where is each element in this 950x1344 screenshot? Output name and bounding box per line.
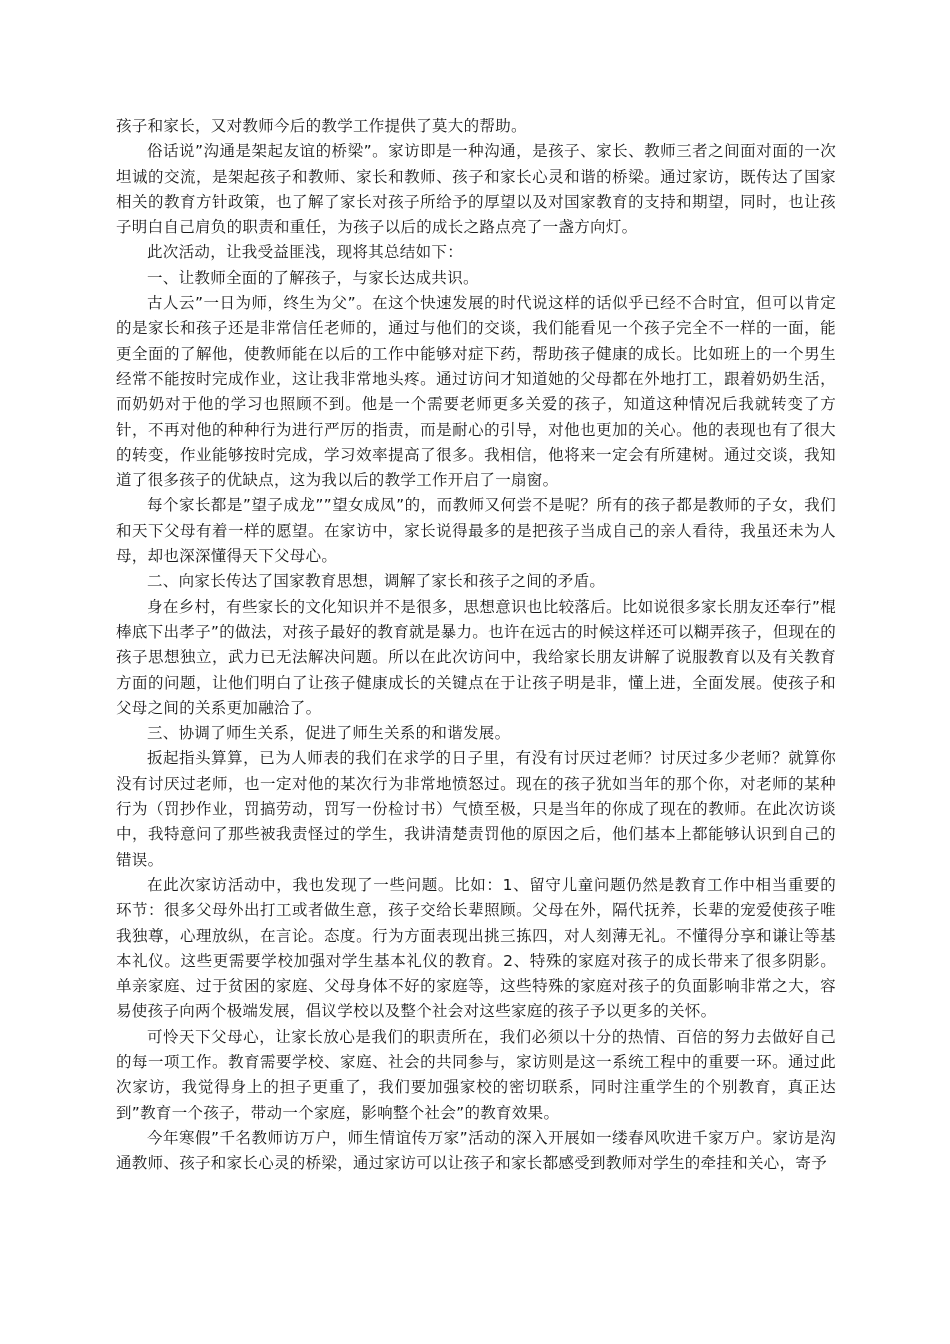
paragraph-winter-activity: 今年寒假”千名教师访万户，师生情谊传万家”活动的深入开展如一缕春风吹进千家万户。家访是沟通教师、孩子和家长心灵的桥梁，通过家访可以让孩子和家长都感受到教师对学生的牵挂和关心，寄予 [116,1128,836,1173]
paragraph-teacher-student: 扳起指头算算，已为人师表的我们在求学的日子里，有没有讨厌过老师？讨厌过多少老师？就算你没有讨厌过老师，也一定对他的某次行为非常地愤怒过。现在的孩子犹如当年的那个你，对老师的某种行为（罚抄作业，罚搞劳动，罚写一份检讨书）气愤至极，只是当年的你成了现在的教师。在此次访谈中，我特意问了那些被我责怪过的学生，我讲清楚责罚他的原因之后，他们基本上都能够认识到自己的错误。 [116,749,836,869]
paragraph-continuation: 孩子和家长，又对教师今后的教学工作提供了莫大的帮助。 [116,117,527,135]
document-page [116,114,836,1176]
paragraph-understanding-children: 古人云”一日为师，终生为父”。在这个快速发展的时代说这样的话似乎已经不合时宜，但可以肯定的是家长和孩子还是非常信任老师的，通过与他们的交谈，我们能看见一个孩子完全不一样的一面，能更全面的了解他，使教师能在以后的工作中能够对症下药，帮助孩子健康的成长。比如班上的一个男生经常不能按时完成作业，这让我非常地头疼。通过访问才知道她的父母都在外地打工，跟着奶奶生活，而奶奶对于他的学习也照顾不到。他是一个需要老师更多关爱的孩子，知道这种情况后我就转变了方针，不再对他的种种行为进行严厉的指责，而是耐心的引导，对他也更加的关心。他的表现也有了很大的转变，作业能够按时完成，学习效率提高了很多。我相信，他将来一定会有所建树。通过交谈，我知道了很多孩子的优缺点，这为我以后的教学工作开启了一扇窗。 [116,294,836,490]
paragraph-communication-bridge: 俗话说”沟通是架起友谊的桥梁”。家访即是一种沟通，是孩子、家长、教师三者之间面对面的一次坦诚的交流，是架起孩子和教师、家长和教师、孩子和家长心灵和谐的桥梁。通过家访，既传达了国家相关的教育方针政策，也了解了家长对孩子所给予的厚望以及对国家教育的支持和期望，同时，也让孩子明白自己肩负的职责和重任，为孩子以后的成长之路点亮了一盏方向灯。 [116,142,836,237]
section-heading-2: 二、向家长传达了国家教育思想，调解了家长和孩子之间的矛盾。 [147,572,606,591]
paragraph-parents-wishes: 每个家长都是”望子成龙””望女成凤”的，而教师又何尝不是呢？所有的孩子都是教师的子女，我们和天下父母有着一样的愿望。在家访中，家长说得最多的是把孩子当成自己的亲人看待，我虽还未为人母，却也深深懂得天下父母心。 [116,496,836,566]
section-heading-1: 一、让教师全面的了解孩子，与家长达成共识。 [147,268,479,287]
paragraph-summary-intro: 此次活动，让我受益匪浅，现将其总结如下： [147,243,464,262]
section-heading-3: 三、协调了师生关系，促进了师生关系的和谐发展。 [147,724,511,743]
paragraph-responsibility: 可怜天下父母心，让家长放心是我们的职责所在，我们必须以十分的热情、百倍的努力去做好自己的每一项工作。教育需要学校、家庭、社会的共同参与，家访则是这一系统工程中的重要一环。通过此次家访，我觉得身上的担子更重了，我们要加强家校的密切联系，同时注重学生的个别教育，真正达到”教育一个孩子，带动一个家庭，影响整个社会”的教育效果。 [116,1027,836,1122]
paragraph-problems-found: 在此次家访活动中，我也发现了一些问题。比如：1、留守儿童问题仍然是教育工作中相当重要的环节：很多父母外出打工或者做生意，孩子交给长辈照顾。父母在外，隔代抚养，长辈的宠爱使孩子唯我独尊，心理放纵，在言论。态度。行为方面表现出挑三拣四，对人刻薄无礼。不懂得分享和谦让等基本礼仪。这些更需要学校加强对学生基本礼仪的教育。2、特殊的家庭对孩子的成长带来了很多阴影。单亲家庭、过于贫困的家庭、父母身体不好的家庭等，这些特殊的家庭对孩子的负面影响非常之大，容易使孩子向两个极端发展，倡议学校以及整个社会对这些家庭的孩子予以更多的关怀。 [116,875,836,1021]
paragraph-rural-parents: 身在乡村，有些家长的文化知识并不是很多，思想意识也比较落后。比如说很多家长朋友还奉行”棍棒底下出孝子”的做法，对孩子最好的教育就是暴力。也许在远古的时候这样还可以糊弄孩子，但现在的孩子思想独立，武力已无法解决问题。所以在此次访问中，我给家长朋友讲解了说服教育以及有关教育方面的问题，让他们明白了让孩子健康成长的关键点在于让孩子明是非，懂上进，全面发展。使孩子和父母之间的关系更加融洽了。 [116,597,836,717]
